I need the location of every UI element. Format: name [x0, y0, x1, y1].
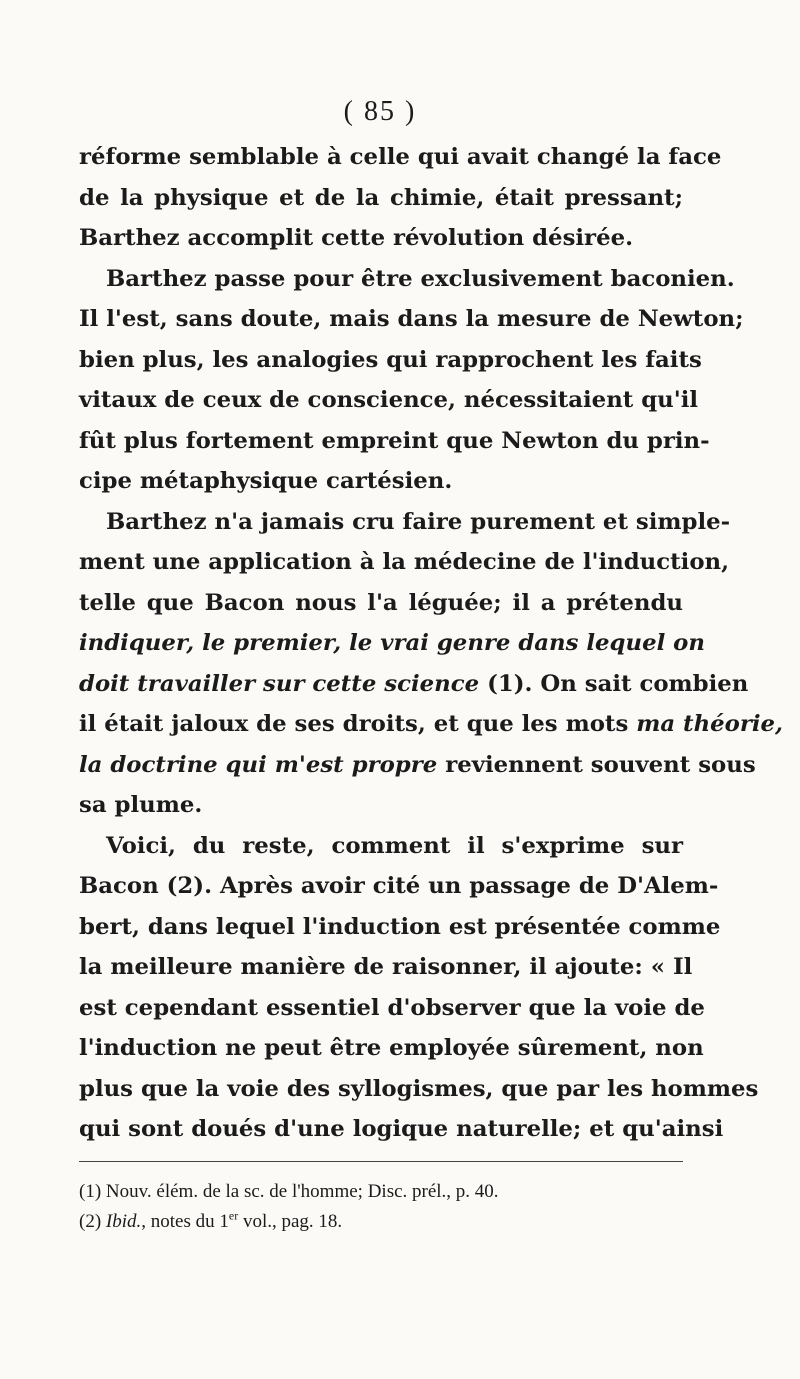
- text-line-14: [79, 664, 749, 705]
- text-line-20: bert, dans lequel l'induction est présentée comme: [79, 913, 721, 940]
- italic-doctrine: la doctrine qui m'est propre: [79, 751, 438, 778]
- text-line-18: Voici, du reste, comment il s'exprime sur: [106, 832, 683, 859]
- footnote-reference-1: (1). On sait combien: [487, 670, 749, 697]
- footnote-separator: [79, 1161, 683, 1162]
- footnote-2-ibid: Ibid.: [105, 1211, 142, 1232]
- page-number: ( 85 ): [343, 96, 417, 127]
- text-line-9: cipe métaphysique cartésien.: [79, 468, 453, 494]
- text-line-1: réforme semblable à celle qui avait changé la face: [79, 144, 722, 170]
- footnote-1: (1) Nouv. élém. de la sc. de l'homme; Disc. prél., p. 40.: [79, 1181, 499, 1202]
- footnote-2-text-end: vol., pag. 18.: [238, 1211, 343, 1232]
- text-line-7: vitaux de ceux de conscience, nécessitaient qu'il: [79, 387, 699, 413]
- text-line-16-roman: reviennent souvent sous: [445, 751, 756, 778]
- italic-ma-theorie: ma théorie,: [636, 711, 783, 737]
- superscript-er: er: [228, 1208, 239, 1223]
- footnote-2: [79, 1207, 699, 1237]
- text-line-21: la meilleure manière de raisonner, il ajoute: « Il: [79, 954, 693, 980]
- text-line-12: telle que Bacon nous l'a léguée; il a prétendu: [79, 589, 683, 616]
- text-line-23: l'induction ne peut être employée sûrement, non: [79, 1035, 704, 1061]
- footnote-2-text: , notes du 1: [141, 1211, 229, 1232]
- text-line-4: Barthez passe pour être exclusivement baconien.: [106, 265, 735, 292]
- text-line-17: sa plume.: [79, 792, 203, 818]
- text-line-24: plus que la voie des syllogismes, que par les hommes: [79, 1075, 759, 1102]
- text-line-11: ment une application à la médecine de l'induction,: [79, 549, 730, 575]
- text-line-15: [79, 704, 783, 745]
- main-text: [79, 137, 783, 1150]
- text-line-2: de la physique et de la chimie, était pressant;: [79, 184, 683, 211]
- italic-phrase: doit travailler sur cette science: [79, 670, 480, 697]
- text-line-19: Bacon (2). Après avoir cité un passage de D'Alem-: [79, 873, 719, 899]
- text-line-5: Il l'est, sans doute, mais dans la mesure de Newton;: [79, 306, 744, 332]
- text-line-6: bien plus, les analogies qui rapprochent les faits: [79, 346, 702, 373]
- text-line-10: Barthez n'a jamais cru faire purement et simple-: [106, 508, 731, 535]
- footnote-2-number: (2): [79, 1211, 102, 1232]
- text-line-3: Barthez accomplit cette révolution désirée.: [79, 225, 634, 251]
- text-line-22: est cependant essentiel d'observer que la voie de: [79, 994, 705, 1021]
- footnotes: [79, 1177, 699, 1237]
- text-line-13: indiquer, le premier, le vrai genre dans lequel on: [79, 630, 705, 656]
- text-line-16: [79, 745, 756, 786]
- text-line-25: qui sont doués d'une logique naturelle; et qu'ainsi: [79, 1116, 724, 1142]
- text-line-15-roman: il était jaloux de ses droits, et que les mots: [79, 711, 629, 737]
- text-line-8: fût plus fortement empreint que Newton du prin-: [79, 427, 710, 454]
